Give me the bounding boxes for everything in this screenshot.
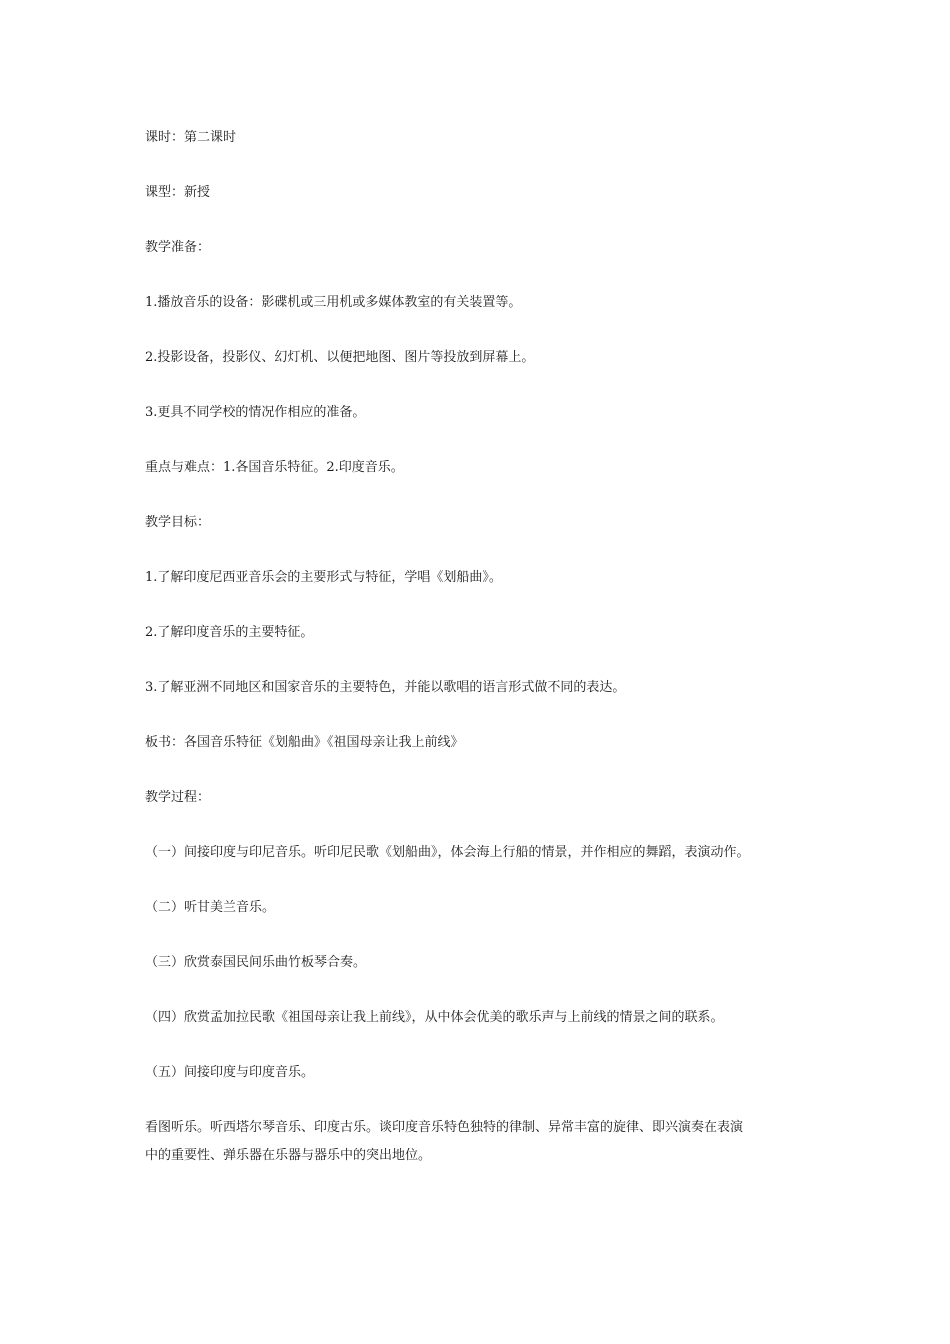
objectives-heading: 教学目标： bbox=[145, 515, 211, 530]
final-paragraph-line-2: 中的重要性、弹乐器在乐器与器乐中的突出地位。 bbox=[145, 1148, 432, 1163]
process-step-4: （四）欣赏孟加拉民歌《祖国母亲让我上前线》，从中体会优美的歌乐声与上前线的情景之间的联系。 bbox=[145, 1010, 724, 1025]
process-step-1: （一）间接印度与印尼音乐。听印尼民歌《划船曲》，体会海上行船的情景，并作相应的舞蹈，表演动作。 bbox=[145, 845, 750, 860]
process-step-5: （五）间接印度与印度音乐。 bbox=[145, 1065, 315, 1080]
preparation-item-3: 3.更具不同学校的情况作相应的准备。 bbox=[145, 405, 366, 420]
process-step-3: （三）欣赏泰国民间乐曲竹板琴合奏。 bbox=[145, 955, 367, 970]
preparation-heading: 教学准备： bbox=[145, 240, 211, 255]
process-heading: 教学过程： bbox=[145, 790, 211, 805]
objective-item-2: 2.了解印度音乐的主要特征。 bbox=[145, 625, 314, 640]
objective-item-3: 3.了解亚洲不同地区和国家音乐的主要特色，并能以歌唱的语言形式做不同的表达。 bbox=[145, 680, 626, 695]
objective-item-1: 1.了解印度尼西亚音乐会的主要形式与特征，学唱《划船曲》。 bbox=[145, 570, 502, 585]
final-paragraph bbox=[145, 1114, 835, 1170]
lesson-type: 课型：新授 bbox=[145, 185, 211, 200]
final-paragraph-line-1: 看图听乐。听西塔尔琴音乐、印度古乐。谈印度音乐特色独特的律制、异常丰富的旋律、即兴演奏在表演 bbox=[145, 1120, 744, 1135]
preparation-item-2: 2.投影设备，投影仪、幻灯机、以便把地图、图片等投放到屏幕上。 bbox=[145, 350, 535, 365]
process-step-2: （二）听甘美兰音乐。 bbox=[145, 900, 276, 915]
board-writing: 板书：各国音乐特征《划船曲》《祖国母亲让我上前线》 bbox=[145, 735, 464, 750]
document-body bbox=[145, 124, 835, 1170]
key-points: 重点与难点：1.各国音乐特征。2.印度音乐。 bbox=[145, 460, 404, 475]
preparation-item-1: 1.播放音乐的设备：影碟机或三用机或多媒体教室的有关装置等。 bbox=[145, 295, 522, 310]
lesson-period: 课时：第二课时 bbox=[145, 130, 237, 145]
